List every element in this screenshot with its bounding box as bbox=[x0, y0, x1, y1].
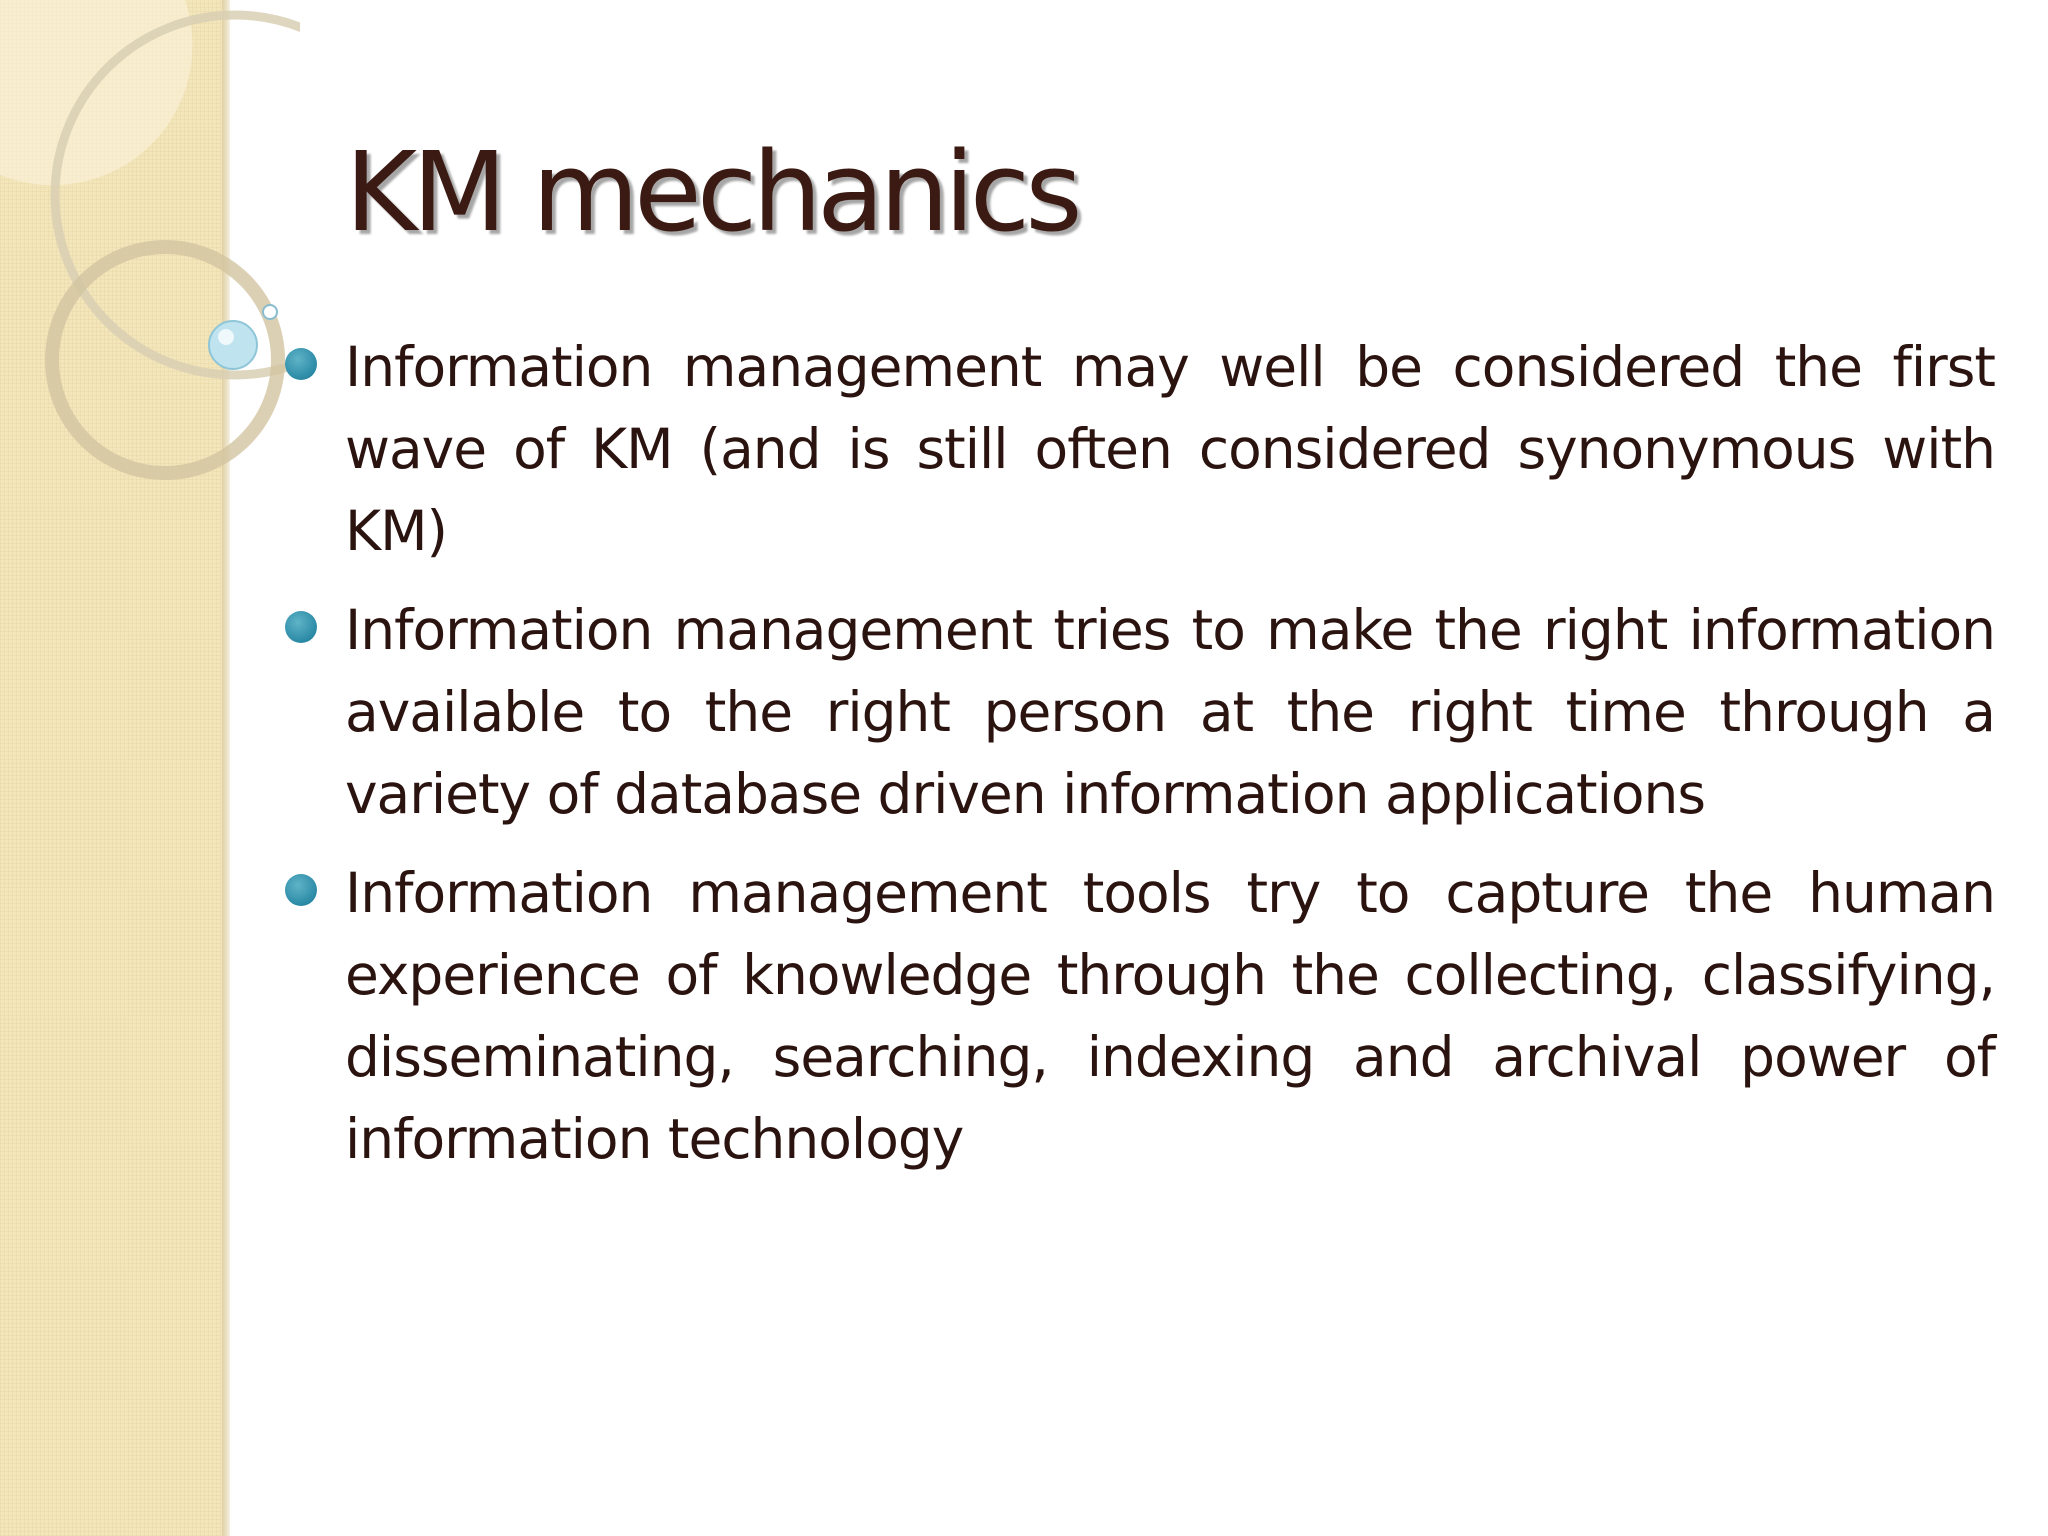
bullet-item bbox=[345, 326, 1995, 572]
circle-bullet-icon bbox=[285, 874, 317, 906]
slide-title: KM mechanics bbox=[345, 128, 1078, 256]
circle-bullet-icon bbox=[285, 348, 317, 380]
bullet-text: Information management tools try to capture the human experience of knowledge through the collecting, classifying, disseminating, searching, indexing and archival power of information technology bbox=[345, 861, 1995, 1171]
bullet-item bbox=[345, 852, 1995, 1180]
bullet-list bbox=[345, 326, 1995, 1197]
bullet-text: Information management tries to make the right information available to the right person at the right time through a variety of database driven information applications bbox=[345, 598, 1995, 826]
circle-bullet-icon bbox=[285, 611, 317, 643]
bullet-item bbox=[345, 589, 1995, 835]
bullet-text: Information management may well be considered the first wave of KM (and is still often considered synonymous with KM) bbox=[345, 335, 1995, 563]
ring-ornament-icon bbox=[0, 0, 300, 520]
